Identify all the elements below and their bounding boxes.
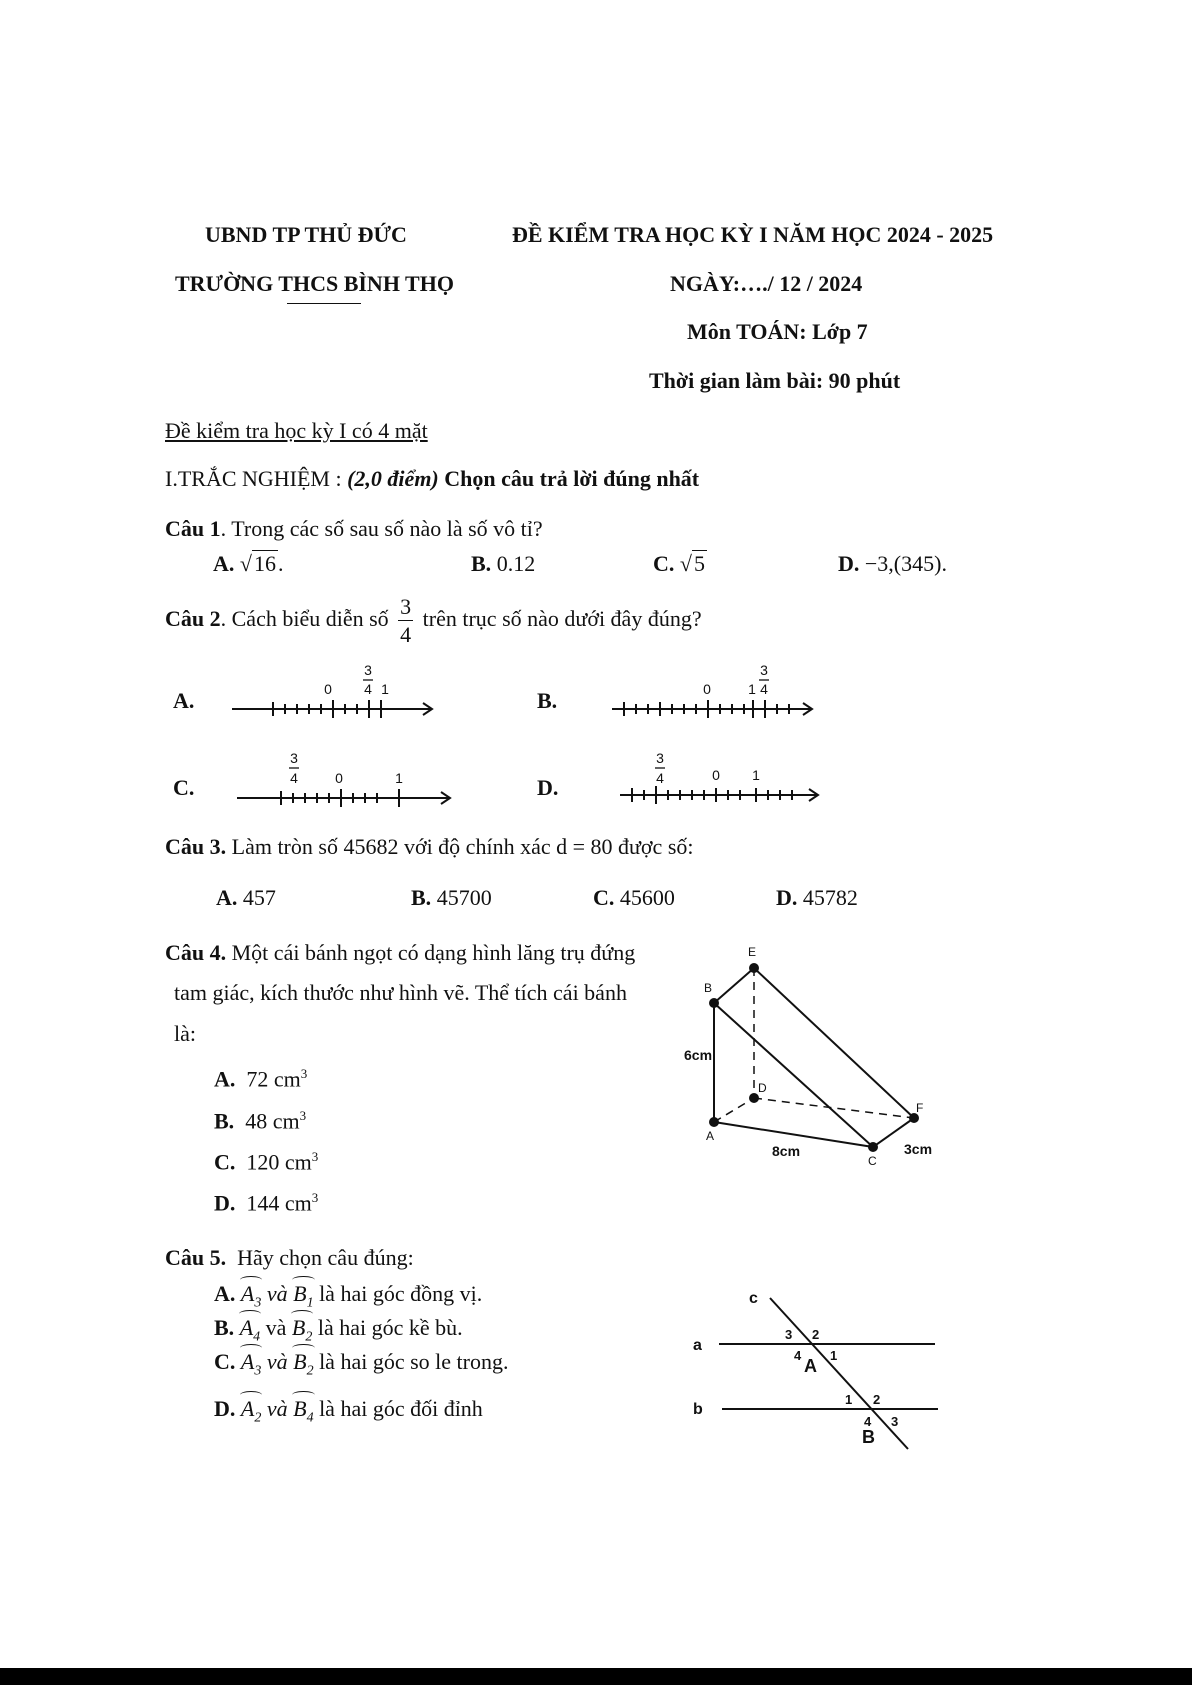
numline-c-num: 3 <box>290 750 298 766</box>
subject: Môn TOÁN: Lớp 7 <box>687 319 868 344</box>
angle-symbol <box>293 1394 313 1426</box>
q5-label: Câu 5. <box>165 1245 227 1270</box>
angle-symbol <box>241 1279 261 1311</box>
q2-option-b-label: B. <box>537 688 558 713</box>
section-points: (2,0 điểm) <box>347 466 439 491</box>
q5-d-tail: là hai góc đối đỉnh <box>319 1396 483 1421</box>
q4-d-exp: 3 <box>311 1190 319 1205</box>
vertex-c <box>868 1142 878 1152</box>
school-name: TRƯỜNG THCS BÌNH THỌ <box>175 271 454 296</box>
q5-b-and: và <box>265 1315 287 1340</box>
q5-option-b <box>214 1313 463 1345</box>
q3-b-label: B. <box>411 885 432 910</box>
q2-text-after: trên trục số nào dưới đây đúng? <box>422 606 702 632</box>
q1-b-text: 0.12 <box>496 551 536 576</box>
edge-df-hidden <box>754 1098 914 1118</box>
fraction-numerator: 3 <box>400 594 412 619</box>
q5-a-sub1: 3 <box>254 1295 262 1311</box>
q1-a-label: A. <box>213 551 235 576</box>
q4-stem-line1 <box>165 940 635 966</box>
label-point-a: A <box>804 1356 817 1376</box>
sqrt-symbol: √16 <box>239 551 276 576</box>
angle-symbol <box>293 1279 313 1311</box>
label-c: C <box>868 1154 877 1168</box>
q4-line1: Một cái bánh ngọt có dạng hình lăng trụ đứng <box>231 940 636 965</box>
q2-text-before: . Cách biểu diễn số <box>220 606 389 632</box>
numline-a-zero: 0 <box>324 681 332 697</box>
q4-c-label: C. <box>214 1149 236 1175</box>
q5-a-point1: A <box>240 1281 255 1306</box>
q5-a-tail: là hai góc đồng vị. <box>319 1281 483 1306</box>
numline-b-zero: 0 <box>703 681 711 697</box>
q1-a-tail: . <box>277 551 284 576</box>
q4-option-d <box>214 1190 318 1216</box>
q1-b-label: B. <box>471 551 492 576</box>
edge-ad-hidden <box>714 1098 754 1122</box>
q5-c-sub1: 3 <box>254 1363 262 1379</box>
exam-date: NGÀY:…./ 12 / 2024 <box>670 271 863 296</box>
q5-b-point1: A <box>239 1315 254 1340</box>
q1-d-label: D. <box>838 551 860 576</box>
q2-option-c-label: C. <box>173 775 195 800</box>
q3-c-label: C. <box>593 885 615 910</box>
vertex-b <box>709 998 719 1008</box>
q5-c-point2: B <box>293 1349 307 1374</box>
sqrt-symbol: √5 <box>679 551 705 576</box>
q1-a-radicand: 16 <box>253 551 276 576</box>
label-line-b: b <box>693 1401 703 1418</box>
label-f: F <box>916 1101 924 1115</box>
exam-time: Thời gian làm bài: 90 phút <box>649 368 901 393</box>
q5-c-sub2: 2 <box>306 1363 314 1379</box>
label-height: 6cm <box>684 1047 713 1063</box>
q1-c-radicand: 5 <box>693 551 705 576</box>
label-point-b: B <box>862 1427 875 1447</box>
angle-symbol <box>240 1313 260 1345</box>
angle-b3: 3 <box>891 1414 899 1429</box>
q3-stem <box>165 834 694 860</box>
numline-c-zero: 0 <box>335 770 343 786</box>
q3-c-text: 45600 <box>619 885 675 910</box>
edge-be <box>714 968 754 1003</box>
q5-d-sub1: 2 <box>254 1410 262 1426</box>
label-a: A <box>706 1129 715 1143</box>
q3-a-text: 457 <box>242 885 276 910</box>
angle-a4: 4 <box>794 1348 802 1363</box>
q5-option-c <box>214 1347 508 1379</box>
q5-c-tail: là hai góc so le trong. <box>319 1349 509 1374</box>
q5-b-tail: là hai góc kề bù. <box>317 1315 463 1340</box>
q5-c-label: C. <box>214 1349 236 1374</box>
angle-symbol <box>292 1313 312 1345</box>
angle-symbol <box>241 1394 261 1426</box>
q3-d-label: D. <box>776 885 798 910</box>
q5-a-sub2: 1 <box>306 1295 314 1311</box>
numline-a-one: 1 <box>381 681 389 697</box>
q3-b-text: 45700 <box>436 885 492 910</box>
q4-b-label: B. <box>214 1108 235 1134</box>
q2-option-a-label: A. <box>173 688 195 713</box>
q4-stem-line3: là: <box>174 1021 196 1046</box>
page-note: Đề kiểm tra học kỳ I có 4 mặt <box>165 418 428 443</box>
parallel-lines-figure <box>693 1290 938 1449</box>
q5-d-point1: A <box>240 1396 255 1421</box>
vertex-e <box>749 963 759 973</box>
q5-d-sub2: 4 <box>306 1410 314 1426</box>
label-line-a: a <box>693 1337 702 1354</box>
vertex-a <box>709 1117 719 1127</box>
q4-a-text: 72 cm <box>246 1066 301 1092</box>
angle-b2: 2 <box>873 1392 881 1407</box>
q3-option-a <box>216 885 276 911</box>
angle-symbol <box>293 1347 313 1379</box>
q4-c-text: 120 cm <box>246 1149 312 1175</box>
q4-a-exp: 3 <box>300 1066 308 1081</box>
q5-c-point1: A <box>240 1349 255 1374</box>
q3-option-d <box>776 885 858 911</box>
fraction-denominator: 4 <box>400 622 412 647</box>
q3-option-c <box>593 885 675 911</box>
q4-option-a <box>214 1066 307 1092</box>
numline-c-den: 4 <box>290 770 298 786</box>
q3-d-text: 45782 <box>802 885 858 910</box>
section-instruction: Chọn câu trả lời đúng nhất <box>444 466 700 491</box>
angle-a1: 1 <box>830 1348 838 1363</box>
numline-b-num: 3 <box>760 662 768 678</box>
q3-option-b <box>411 885 492 911</box>
q1-d-text: −3,(345). <box>864 551 947 576</box>
q5-d-and: và <box>266 1396 288 1421</box>
q4-d-text: 144 cm <box>246 1190 312 1216</box>
numline-a-num: 3 <box>364 662 372 678</box>
numline-c-one: 1 <box>395 770 403 786</box>
label-e: E <box>748 945 757 959</box>
q5-d-label: D. <box>214 1396 236 1421</box>
prism-figure <box>684 945 932 1168</box>
q5-b-sub1: 4 <box>253 1329 261 1345</box>
q5-c-and: và <box>266 1349 288 1374</box>
label-line-c: c <box>749 1290 758 1307</box>
q5-b-label: B. <box>214 1315 235 1340</box>
q4-stem-line2: tam giác, kích thước như hình vẽ. Thể tích cái bánh <box>174 980 627 1005</box>
ubnd-header: UBND TP THỦ ĐỨC <box>205 222 407 247</box>
numline-d-one: 1 <box>752 767 760 783</box>
q5-stem <box>165 1245 414 1271</box>
section-title: I.TRẮC NGHIỆM : <box>165 466 342 491</box>
label-d: D <box>758 1081 767 1095</box>
q5-d-point2: B <box>293 1396 307 1421</box>
q1-label: Câu 1 <box>165 516 221 541</box>
angle-b4: 4 <box>864 1414 872 1429</box>
q4-c-exp: 3 <box>311 1149 319 1164</box>
q2-option-d-label: D. <box>537 775 559 800</box>
angle-symbol <box>241 1347 261 1379</box>
q5-text: Hãy chọn câu đúng: <box>237 1245 414 1270</box>
label-width: 3cm <box>904 1141 933 1157</box>
q1-text: . Trong các số sau số nào là số vô tỉ? <box>220 516 543 541</box>
numline-d-num: 3 <box>656 750 664 766</box>
scan-bottom-edge <box>0 1668 1192 1685</box>
angle-a3: 3 <box>785 1327 793 1342</box>
label-b: B <box>704 981 713 995</box>
edge-ef <box>754 968 914 1118</box>
q3-a-label: A. <box>216 885 238 910</box>
q4-a-label: A. <box>214 1066 236 1092</box>
q2-label: Câu 2 <box>165 606 221 632</box>
q5-b-sub2: 2 <box>305 1329 313 1345</box>
q4-b-exp: 3 <box>299 1108 307 1123</box>
exam-title: ĐỀ KIỂM TRA HỌC KỲ I NĂM HỌC 2024 - 2025 <box>512 222 994 247</box>
angle-b1: 1 <box>845 1392 853 1407</box>
numline-d-den: 4 <box>656 770 664 786</box>
line-c <box>770 1298 908 1449</box>
q3-text: Làm tròn số 45682 với độ chính xác d = 80 được số: <box>231 834 694 859</box>
q4-option-b <box>214 1108 306 1134</box>
q5-b-point2: B <box>291 1315 306 1340</box>
numline-d-zero: 0 <box>712 767 720 783</box>
q5-option-a <box>214 1279 482 1311</box>
q5-a-point2: B <box>293 1281 307 1306</box>
numline-b-den: 4 <box>760 681 768 697</box>
numline-a-den: 4 <box>364 681 372 697</box>
q4-d-label: D. <box>214 1190 236 1216</box>
numline-b-one: 1 <box>748 681 756 697</box>
q4-option-c <box>214 1149 318 1175</box>
q4-b-text: 48 cm <box>245 1108 300 1134</box>
q5-a-and: và <box>266 1281 288 1306</box>
angle-a2: 2 <box>812 1327 820 1342</box>
q5-a-label: A. <box>214 1281 236 1306</box>
q5-option-d <box>214 1394 483 1426</box>
q4-label: Câu 4. <box>165 940 227 965</box>
label-length: 8cm <box>772 1143 801 1159</box>
q1-c-label: C. <box>653 551 675 576</box>
q3-label: Câu 3. <box>165 834 227 859</box>
